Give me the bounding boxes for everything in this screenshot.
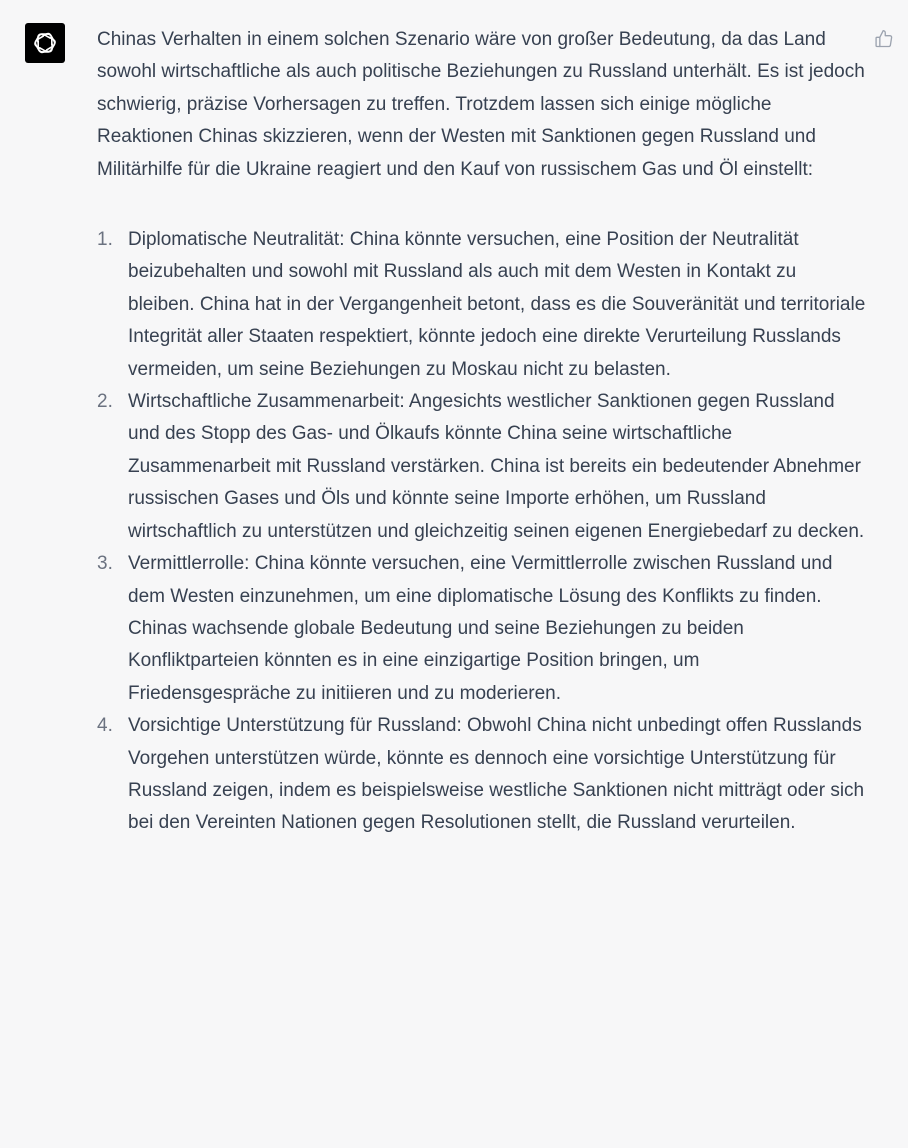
list-item	[97, 548, 867, 710]
list-item	[97, 710, 867, 840]
list-item-text: Vermittlerrolle: China könnte versuchen, eine Vermittlerrolle zwischen Russland und dem Westen einzunehmen, um eine diplomatische Lösung des Konflikts zu finden. Chinas wachsende globale Bedeutung und seine Beziehungen zu beiden Konfliktparteien könnten es in eine einzigartige Position bringen, um Friedensgespräche zu initiieren und zu moderieren.	[128, 553, 833, 704]
list-item-number: 3.	[97, 553, 113, 575]
list-item	[97, 386, 867, 548]
list-item-number: 2.	[97, 391, 113, 413]
thumbs-up-icon	[874, 29, 894, 49]
thumbs-up-button[interactable]	[873, 28, 895, 50]
assistant-avatar	[25, 23, 65, 63]
message-content	[97, 24, 867, 840]
list-item-text: Wirtschaftliche Zusammenarbeit: Angesichts westlicher Sanktionen gegen Russland und des Stopp des Gas- und Ölkaufs könnte China seine wirtschaftliche Zusammenarbeit mit Russland verstärken. China ist bereits ein bedeutender Abnehmer russischen Gases und Öls und könnte seine Importe erhöhen, um Russland wirtschaftlich zu unterstützen und gleichzeitig seinen eigenen Energiebedarf zu decken.	[128, 391, 865, 542]
list-item	[97, 224, 867, 386]
list-item-text: Diplomatische Neutralität: China könnte versuchen, eine Position der Neutralität beizubehalten und sowohl mit Russland als auch mit dem Westen in Kontakt zu bleiben. China hat in der Vergangenheit betont, dass es die Souveränität und territoriale Integrität aller Staaten respektiert, könnte jedoch eine direkte Verurteilung Russlands vermeiden, um seine Beziehungen zu Moskau nicht zu belasten.	[128, 229, 866, 380]
reaction-list	[97, 224, 867, 840]
openai-logo-icon	[32, 30, 58, 56]
list-item-number: 4.	[97, 715, 113, 737]
list-item-number: 1.	[97, 229, 113, 251]
message-intro: Chinas Verhalten in einem solchen Szenario wäre von großer Bedeutung, da das Land sowohl wirtschaftliche als auch politische Beziehungen zu Russland unterhält. Es ist jedoch schwierig, präzise Vorhersagen zu treffen. Trotzdem lassen sich einige mögliche Reaktionen Chinas skizzieren, wenn der Westen mit Sanktionen gegen Russland und Militärhilfe für die Ukraine reagiert und den Kauf von russischem Gas und Öl einstellt:	[97, 29, 865, 180]
list-item-text: Vorsichtige Unterstützung für Russland: Obwohl China nicht unbedingt offen Russlands Vorgehen unterstützen würde, könnte es dennoch eine vorsichtige Unterstützung für Russland zeigen, indem es beispielsweise westliche Sanktionen nicht mitträgt oder sich bei den Vereinten Nationen gegen Resolutionen stellt, die Russland verurteilen.	[128, 715, 865, 834]
